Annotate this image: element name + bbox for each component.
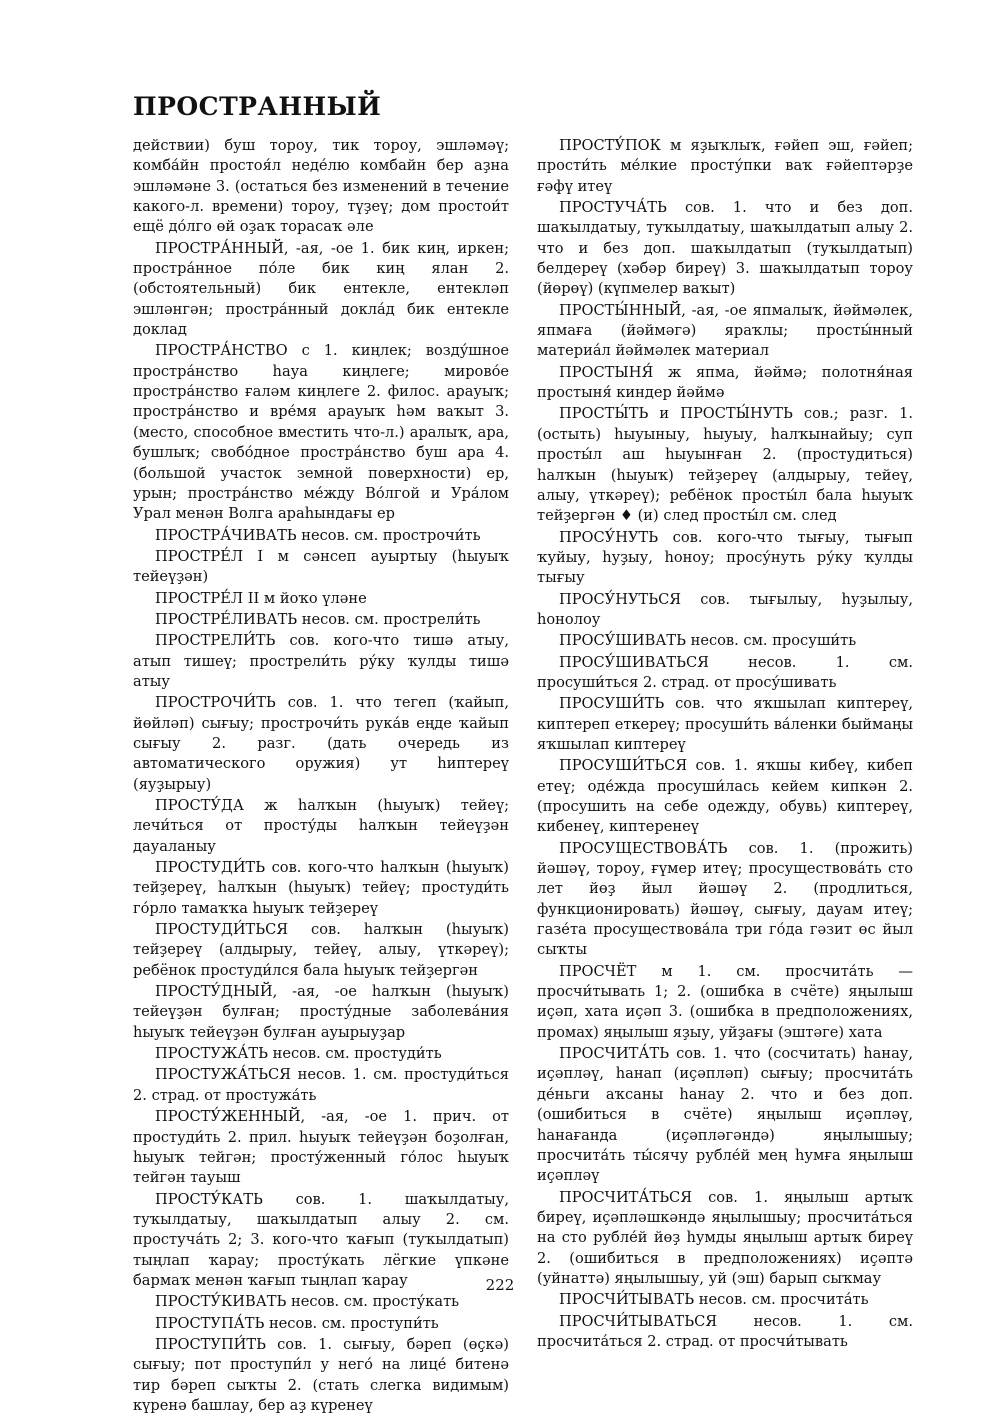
dictionary-entry: ПРОСУ́НУТЬСЯ сов. тығылыу, һуҙылыу, һонолоу xyxy=(537,590,913,628)
dictionary-entry: ПРОСТЫ́ННЫЙ, -ая, -ое япмалыҡ, йәймәлек, япмаға (йәймәгә) яраҡлы; просты́нный материа́л йәймәлек материал xyxy=(537,301,913,360)
dictionary-entry: ПРОСТРОЧИ́ТЬ сов. 1. что тегеп (ҡайып, йөйләп) сығыу; прострочи́ть рука́в еңде ҡайып сығыу 2. разг. (дать очередь из автоматического оружия) ут һиптереү (яуҙырыу) xyxy=(133,694,509,793)
dictionary-entry: ПРОСЧИТА́ТЬ сов. 1. что (сосчитать) һанау, иҫәпләү, һанап (иҫәпләп) сығыу; просчита́ть де́ньги аҡсаны һанау 2. что и без доп. (ошибиться в счёте) яңылыш иҫәпләү, һанағанда (иҫәпләгәндә) яңылышыу; просчита́ть ты́сячу рубле́й мең һумға яңылыш иҫәпләү xyxy=(537,1045,913,1185)
dictionary-entry: ПРОСЧЁТ м 1. см. просчита́ть — просчи́тывать 1; 2. (ошибка в счёте) яңылыш иҫәп, хата иҫәп 3. (ошибка в предположениях, промах) яңылыш яҙыу, уйҙағы (эштәге) хата xyxy=(537,962,913,1041)
dictionary-entry: ПРОСТРЕ́ЛИВАТЬ несов. см. прострели́ть xyxy=(155,610,481,628)
dictionary-entry: ПРОСТУЧА́ТЬ сов. 1. что и без доп. шаҡылдатыу, туҡылдатыу, шаҡылдатып алыу 2. что и без доп. шаҡылдатып (туҡылдатып) белдереү (хәбәр биреү) 3. шаҡылдатып тороу (йөрөү) (күпмелер ваҡыт) xyxy=(537,199,913,298)
dictionary-entry: ПРОСУШИ́ТЬ сов. что яҡшылап киптереү, киптереп еткереү; просуши́ть ва́ленки быймаңы яҡшылап киптереү xyxy=(537,695,913,753)
dictionary-entry: ПРОСТЫ́ТЬ и ПРОСТЫ́НУТЬ сов.; разг. 1. (остыть) һыуыныу, һыуыу, һалҡынайыу; суп просты́л аш һыуынған 2. (простудиться) һалҡын (һыуыҡ) тейҙереү (алдырыу, тейеү, алыу, үткәреү); ребёнок просты́л бала һыуыҡ тейҙергән ♦ (и) след просты́л см. след xyxy=(537,405,913,525)
dictionary-entry: ПРОСТУ́ПОК м яҙыҡлыҡ, ғәйеп эш, ғәйеп; прости́ть ме́лкие просту́пки ваҡ ғәйептәрҙе ғәфү итеү xyxy=(537,137,913,195)
dictionary-entry: ПРОСТУЖА́ТЬ несов. см. простуди́ть xyxy=(155,1045,442,1063)
dictionary-entry: ПРОСУ́ШИВАТЬ несов. см. просуши́ть xyxy=(559,632,857,650)
dictionary-entry: ПРОСТРЕ́Л I м сәнсеп ауыртыу (һыуыҡ тейеүҙән) xyxy=(133,547,509,586)
dictionary-entry: ПРОСТУ́ЖЕННЫЙ, -ая, -ое 1. прич. от простуди́ть 2. прил. һыуыҡ тейеүҙән боҙолған, һыуыҡ тейгән; просту́женный го́лос һыуыҡ тейгән тауыш xyxy=(133,1108,509,1187)
dictionary-entry: ПРОСТУПИ́ТЬ сов. 1. сығыу, бәреп (өҫкә) сығыу; пот проступи́л у него́ на лице́ битенә тир бәреп сыҡты 2. (стать слегка видимым) күренә башлау, бер аҙ күренеү xyxy=(133,1335,509,1414)
dictionary-entry: ПРОСТУДИ́ТЬ сов. кого-что һалҡын (һыуыҡ) тейҙереү, һалҡын (һыуыҡ) тейеү; простуди́ть го́рло тамаҡҡа һыуыҡ тейҙереү xyxy=(133,859,509,917)
dictionary-entry: действии) буш тороу, тик тороу, эшләмәү; комба́йн простоя́л неде́лю комбайн бер аҙна эшләмәне 3. (остаться без изменений в течение какого-л. времени) тороу, түҙеү; дом простои́т ещё до́лго өй оҙаҡ торасаҡ әле xyxy=(133,137,509,236)
dictionary-entry: ПРОСТРЕЛИ́ТЬ сов. кого-что тишә атыу, атып тишеү; прострели́ть ру́ку ҡулды тишә атыу xyxy=(133,632,509,690)
dictionary-entry: ПРОСТЫНЯ́ ж япма, йәймә; полотня́ная простыня́ киндер йәймә xyxy=(537,363,913,402)
dictionary-entry: ПРОСТУ́ДА ж һалҡын (һыуыҡ) тейеү; лечи́ться от просту́ды һалҡын тейеүҙән дауаланыу xyxy=(133,797,509,855)
dictionary-entry: ПРОСТРЕ́Л II м йоҡо үләне xyxy=(155,589,367,607)
dictionary-entry: ПРОСТРА́ННЫЙ, -ая, -ое 1. бик киң, иркен; простра́нное по́ле бик киң ялан 2. (обстоятельный) бик ентекле, ентекләп эшләнгән; простра́нный докла́д бик ентекле доклад xyxy=(133,239,509,339)
dictionary-entry: ПРОСУЩЕСТВОВА́ТЬ сов. 1. (прожить) йәшәү, тороу, ғүмер итеү; просуществова́ть сто лет йөҙ йыл йәшәү 2. (продлиться, функционировать) йәшәү, сығыу, дауам итеү; газе́та просуществова́ла три го́да гәзит өс йыл сыҡты xyxy=(537,839,913,959)
dictionary-entry: ПРОСЧИ́ТЫВАТЬСЯ несов. 1. см. просчита́ться 2. страд. от просчи́тывать xyxy=(537,1312,913,1350)
right-column xyxy=(537,136,913,1353)
dictionary-entry: ПРОСТУ́ДНЫЙ, -ая, -ое һалҡын (һыуыҡ) тейеүҙән булған; просту́дные заболева́ния һыуыҡ тейеүҙән булған ауырыуҙар xyxy=(133,983,509,1041)
dictionary-entry: ПРОСУ́ШИВАТЬСЯ несов. 1. см. просуши́ться 2. страд. от просу́шивать xyxy=(537,653,913,691)
page-number: 222 xyxy=(485,1276,515,1294)
left-column xyxy=(133,136,509,1417)
dictionary-entry: ПРОСТУ́КАТЬ сов. 1. шаҡылдатыу, туҡылдатыу, шаҡылдатып алыу 2. см. простуча́ть 2; 3. кого-что ҡағып (туҡылдатып) тыңлап ҡарау; просту́кать лёгкие үпкәне бармаҡ менән ҡағып тыңлап ҡарау xyxy=(133,1190,509,1289)
dictionary-entry: ПРОСТУЖА́ТЬСЯ несов. 1. см. простуди́ться 2. страд. от простужа́ть xyxy=(133,1066,509,1104)
dictionary-entry: ПРОСУ́НУТЬ сов. кого-что тығыу, тығып ҡуйыу, һуҙыу, һоноу; просу́нуть ру́ку ҡулды тығыу xyxy=(537,528,913,587)
dictionary-entry: ПРОСТУДИ́ТЬСЯ сов. һалҡын (һыуыҡ) тейҙереү (алдырыу, тейеү, алыу, үткәреү); ребёнок простуди́лся бала һыуыҡ тейҙергән xyxy=(133,921,509,979)
dictionary-entry: ПРОСЧИТА́ТЬСЯ сов. 1. яңылыш артыҡ биреү, иҫәпләшкәндә яңылышыу; просчита́ться на сто рубле́й йөҙ һумды яңылыш артыҡ биреү 2. (ошибиться в предположениях) иҫәптә (уйнаттә) яңылышыу, уй (эш) барып сыҡмау xyxy=(537,1188,913,1287)
dictionary-entry: ПРОСТУ́КИВАТЬ несов. см. просту́кать xyxy=(155,1293,460,1311)
dictionary-entry: ПРОСТРА́ЧИВАТЬ несов. см. прострочи́ть xyxy=(155,526,481,544)
dictionary-entry: ПРОСЧИ́ТЫВАТЬ несов. см. просчита́ть xyxy=(559,1291,869,1309)
dictionary-entry: ПРОСТУПА́ТЬ несов. см. проступи́ть xyxy=(155,1314,439,1332)
dictionary-entry: ПРОСТРА́НСТВО с 1. киңлек; возду́шное простра́нство һауа киңлеге; мирово́е простра́нство ғаләм киңлеге 2. филос. арауыҡ; простра́нство и вре́мя арауыҡ һәм ваҡыт 3. (место, способное вместить что-л.) аралыҡ, ара, бушлыҡ; свобо́дное простра́нство буш ара 4. (большой участок земной поверхности) ер, урын; простра́нство ме́жду Во́лгой и Ура́лом Урал менән Волга араһындағы ер xyxy=(133,342,509,523)
page-header: ПРОСТРАННЫЙ xyxy=(133,92,382,121)
dictionary-entry: ПРОСУШИ́ТЬСЯ сов. 1. яҡшы кибеү, кибеп етеү; оде́жда просуши́лась кейем кипкән 2. (просушить на себе одежду, обувь) киптереү, кибенеү, киптеренеү xyxy=(537,757,913,836)
